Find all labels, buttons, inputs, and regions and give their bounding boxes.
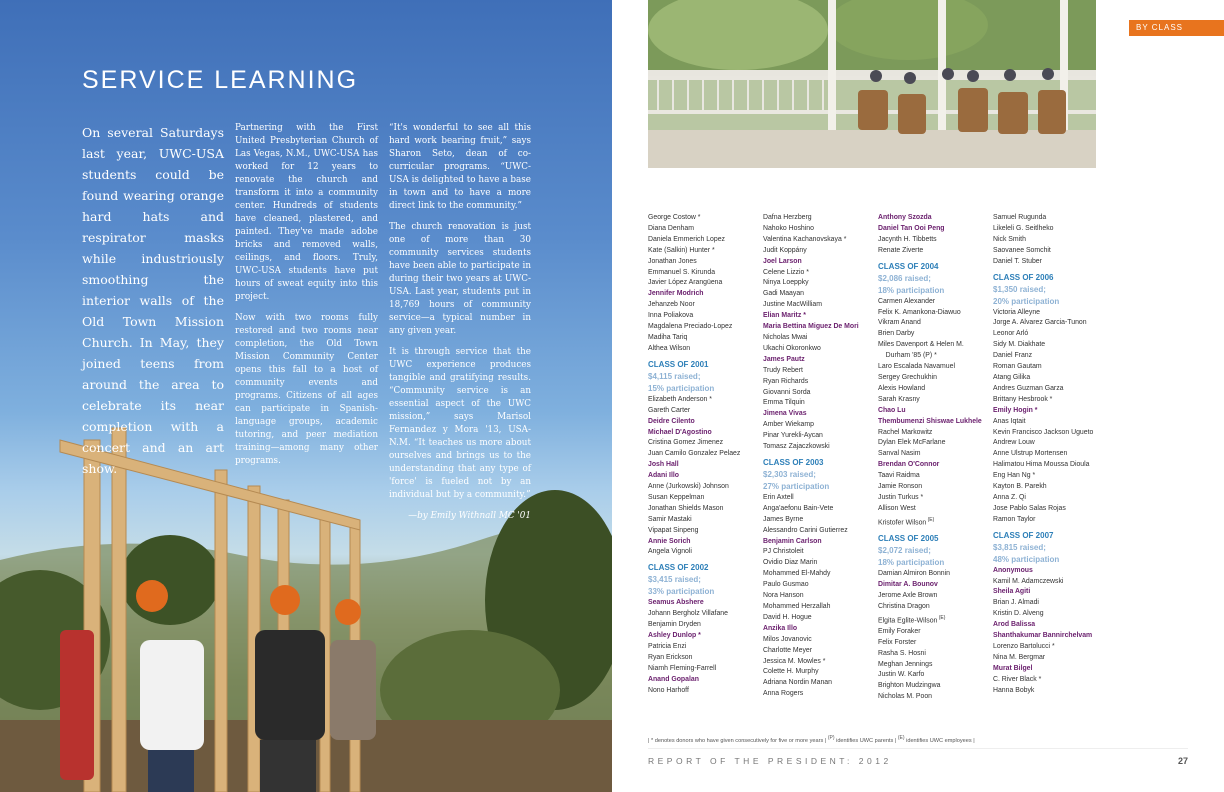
donor-name: Vipapat Sinpeng — [648, 526, 699, 534]
class-heading: CLASS OF 2003 — [763, 457, 824, 467]
donor-name: Victoria Alleyne — [993, 308, 1040, 316]
donor-name: Renate Ziverte — [878, 246, 924, 254]
donor-name: James Pautz — [763, 355, 805, 363]
donor-name: Paulo Gusmao — [763, 581, 809, 589]
donor-name: Giovanni Sorda — [763, 388, 811, 396]
donor-name: Anand Gopalan — [648, 675, 699, 683]
donor-name: Nono Harhoff — [648, 686, 689, 694]
donor-name: Mohammed Herzallah — [763, 603, 831, 610]
donor-name: Kevin Francisco Jackson Ugueto — [993, 428, 1094, 436]
donor-list — [993, 308, 1105, 526]
donor-name: Nahoko Hoshino — [763, 224, 814, 232]
donor-name: PJ Christoleit — [763, 548, 804, 556]
donor-name: James Byrne — [763, 515, 804, 523]
donor-list — [648, 395, 760, 559]
donor-name: Vikram Anand — [878, 319, 921, 327]
donor-name: Benjamin Carlson — [763, 537, 822, 545]
donor-name: Justin Turkus * — [878, 493, 924, 501]
footnote-e-marker: (E) — [897, 735, 905, 741]
donor-name: Elgita Eglite-Wilson $^{(E)}$ — [878, 614, 946, 624]
class-raised: $1,350 raised; — [993, 284, 1046, 294]
article-paragraph: It is through service that the UWC experience produces tangible and gratifying results. “Community service is an essential aspect of the UWC mission,” says Marisol Fernandez y Mora '13, USA-N.M. “It teaches us more about ourselves and brings us to the understanding that any type of 'force' is fueled not by an individual but by a community.” — [389, 347, 531, 500]
donor-name: David H. Hogue — [763, 613, 812, 621]
porch-photo — [648, 0, 1096, 168]
donor-name: Mohammed El-Mahdy — [763, 570, 831, 578]
donor-list — [878, 569, 990, 703]
donor-name: Anga'aefonu Bain-Vete — [763, 504, 834, 512]
donor-name: Pinar Yurekli-Aycan — [763, 432, 823, 440]
donor-name: Susan Keppelman — [648, 493, 705, 501]
donor-name: Emma Tilquin — [763, 399, 805, 407]
donor-name: Anonymous — [993, 566, 1033, 574]
donor-name: Eng Han Ng * — [993, 472, 1036, 480]
page-title: SERVICE LEARNING — [82, 66, 359, 94]
donor-name: Taavi Raidma — [878, 472, 920, 480]
article-paragraph: Partnering with the First United Presbyterian Church of Las Vegas, N.M., UWC-USA has worked for 12 years to renovate the church and transform it into a community center. Hundreds of students have cleaned, plastered, and painted. They've made adobe bricks and removed walls, ceilings, and floors. Truly, UWC-USA students have put hours of sweat equity into this project. — [235, 123, 378, 302]
article-paragraph: The church renovation is just one of more than 30 community services students have been able to participate in during their two years at UWC-USA. Last year, students put in 18,769 hours of community service—a typical number in any given year. — [389, 222, 531, 336]
page-number: 27 — [1177, 756, 1188, 766]
donor-list — [993, 213, 1105, 268]
donor-list — [878, 213, 990, 257]
donor-name: Nora Hanson — [763, 592, 804, 600]
donor-name: Madiha Tariq — [648, 333, 688, 341]
donor-name: Magdalena Preciado-Lopez — [648, 323, 733, 331]
donor-name: Leonor Arló — [993, 330, 1029, 338]
donor-name: Annie Sorich — [648, 537, 691, 545]
footnote-consecutive: | * denotes donors who have given consecutively for five or more years | — [648, 737, 827, 744]
footnote-parents: identifies UWC parents | — [836, 737, 897, 744]
donor-name: Justine MacWilliam — [763, 301, 822, 309]
donor-name: Sanval Nasim — [878, 450, 921, 458]
right-page — [612, 0, 1224, 792]
donor-name: Justin W. Karfo — [878, 671, 925, 679]
footnote-employees: identifies UWC employees | — [906, 737, 975, 744]
lead-paragraph: On several Saturdays last year, UWC-USA students could be found wearing orange hard hats and respirator masks while industriously smoothing the interior walls of the Old Town Mission Church. In May, they joined teens from around the area to celebrate its near completion with a concert and an art show. — [82, 125, 224, 476]
donor-name: Jamie Ronson — [878, 483, 923, 491]
donor-name: Ryan Richards — [763, 377, 809, 385]
donor-name: Hanna Bobyk — [993, 686, 1035, 694]
donor-name: Miles Davenport & Helen M. — [878, 341, 964, 349]
donor-name: Nicholas Mwai — [763, 333, 808, 341]
donor-name: Cristina Gomez Jimenez — [648, 439, 724, 447]
donor-list — [763, 213, 875, 453]
donor-name: Rasha S. Hosni — [878, 649, 926, 657]
donor-name: Jennifer Modrich — [648, 290, 704, 298]
class-raised: $3,415 raised; — [648, 575, 701, 585]
class-participation: 27% participation — [763, 481, 830, 491]
donor-list — [648, 213, 760, 355]
donor-name: Alessandro Carini Gutierrez — [763, 526, 848, 534]
donor-name: Anthony Szozda — [878, 214, 932, 221]
donor-name: Dafna Herzberg — [763, 214, 812, 221]
donor-name: Trudy Rebert — [763, 366, 803, 374]
donor-name: Deidre Cilento — [648, 417, 695, 425]
donor-name: Roman Gautam — [993, 363, 1042, 371]
donor-name: Saovanee Somchit — [993, 246, 1051, 254]
class-participation: 18% participation — [878, 557, 945, 567]
class-heading: CLASS OF 2005 — [878, 533, 939, 543]
donor-name: Arod Balissa — [993, 621, 1036, 629]
donor-name: Ryan Erickson — [648, 653, 693, 661]
donor-name: Emmanuel S. Kirunda — [648, 268, 716, 276]
class-heading: CLASS OF 2004 — [878, 261, 939, 271]
donor-list — [648, 598, 760, 696]
donor-name: George Costow * — [648, 214, 701, 221]
donor-name: Johann Bergholz Villafane — [648, 610, 728, 618]
donor-name: Jimena Vivas — [763, 410, 807, 418]
donor-marker: (E) — [926, 516, 935, 523]
donor-name: Jonathan Shields Mason — [648, 504, 724, 512]
donor-name: Colette H. Murphy — [763, 668, 819, 676]
donor-name: Gadi Maayan — [763, 290, 804, 298]
donor-column-4 — [993, 213, 1105, 697]
donor-name: Emily Foraker — [878, 627, 921, 635]
donor-name: Thembumenzi Shiswae Lukhele — [878, 417, 982, 425]
donor-name: Ashley Dunlop * — [648, 632, 701, 640]
donor-name: Angela Vignoli — [648, 548, 692, 556]
donor-name: Althea Wilson — [648, 344, 691, 352]
class-raised: $2,086 raised; — [878, 273, 931, 283]
donor-name: Ovidio Diaz Marin — [763, 559, 818, 567]
donor-name: Jehanzeb Noor — [648, 301, 695, 309]
donor-list — [763, 493, 875, 700]
article-paragraph: “It's wonderful to see all this hard work bearing fruit,” says Sharon Seto, dean of co-curricular programs. “UWC-USA is delighted to have a base in town and to have a more direct link to the community.” — [389, 123, 531, 211]
donor-name: Anna Rogers — [763, 690, 804, 698]
donor-name: Benjamin Dryden — [648, 621, 701, 629]
class-participation: 18% participation — [878, 285, 945, 295]
donor-name: Chao Lu — [878, 406, 906, 414]
donor-name: Juan Camilo Gonzalez Pelaez — [648, 450, 741, 458]
donor-name: Elizabeth Anderson * — [648, 395, 712, 403]
donor-name: Halimatou Hima Moussa Dioula — [993, 461, 1090, 469]
donor-name: Samuel Rugunda — [993, 214, 1047, 221]
donor-name: Sergey Grechukhin — [878, 373, 937, 381]
donor-name: Adriana Nordin Manan — [763, 679, 832, 687]
donor-name: Daniel T. Stuber — [993, 257, 1042, 265]
donor-name: Jerome Axle Brown — [878, 591, 938, 599]
donor-name: Laro Escalada Navamuel — [878, 363, 955, 371]
donor-name: Anas Iqtait — [993, 417, 1026, 425]
donor-name: Samir Mastaki — [648, 515, 692, 523]
class-raised: $2,303 raised; — [763, 469, 816, 479]
donor-name: Nicholas M. Poon — [878, 693, 933, 701]
donor-name: Adani Illo — [648, 472, 680, 480]
donor-column-2 — [763, 213, 875, 700]
donor-name: Murat Bilgel — [993, 664, 1033, 672]
donor-name: Brighton Mudzingwa — [878, 682, 941, 690]
donor-name: Jonathan Jones — [648, 257, 697, 265]
donor-name: Meghan Jennings — [878, 660, 933, 668]
donor-name: Ramon Taylor — [993, 515, 1036, 523]
donor-name: Daniel Tan Ooi Peng — [878, 224, 945, 232]
donor-name: Ukachi Okoronkwo — [763, 344, 821, 352]
donor-name: Sheila Agiti — [993, 588, 1031, 596]
donor-name: Niamh Fleming-Farrell — [648, 664, 717, 672]
donor-marker: (E) — [937, 614, 946, 621]
donor-name: Lorenzo Bartolucci * — [993, 643, 1055, 650]
footnote-p-marker: (P) — [827, 735, 835, 741]
donor-name: Dimitar A. Bounov — [878, 580, 938, 588]
donor-name: Josh Hall — [648, 461, 679, 469]
donor-name: Seamus Abshere — [648, 599, 704, 607]
donor-name: Tomasz Zajaczkowski — [763, 443, 830, 451]
donor-name: Brien Darby — [878, 330, 915, 338]
donor-name: Daniela Emmerich Lopez — [648, 235, 725, 243]
section-tab: BY CLASS — [1129, 20, 1224, 36]
donor-name: Maria Bettina Miguez De Mori — [763, 323, 859, 331]
donor-name: Andres Guzman Garza — [993, 384, 1064, 392]
donor-column-1 — [648, 213, 760, 697]
donor-name: Dylan Elek McFarlane — [878, 439, 946, 447]
donor-name: Anne (Jurkowski) Johnson — [648, 483, 729, 491]
class-raised: $4,115 raised; — [648, 371, 701, 381]
donor-name: Likeleli G. Seitlheko — [993, 224, 1054, 232]
donor-name: Sarah Krasny — [878, 395, 920, 403]
donor-name: Kamil M. Adamczewski — [993, 577, 1064, 585]
byline: —by Emily Withnall MC '01 — [408, 511, 531, 521]
donor-name: Kristofer Wilson $^{(E)}$ — [878, 516, 935, 527]
donor-name: Inna Poliakova — [648, 312, 694, 320]
class-participation: 48% participation — [993, 554, 1060, 564]
class-heading: CLASS OF 2007 — [993, 530, 1054, 540]
donor-name: Gareth Carter — [648, 406, 691, 414]
donor-name: Christina Dragon — [878, 602, 930, 610]
donor-name: Shanthakumar Bannirchelvam — [993, 632, 1093, 640]
donor-name: Kayton B. Parekh — [993, 483, 1047, 491]
donor-name: Brian J. Almadi — [993, 599, 1039, 607]
class-raised: $2,072 raised; — [878, 545, 931, 555]
donor-list — [878, 297, 990, 529]
donor-name: Jose Pablo Salas Rojas — [993, 504, 1066, 512]
class-heading: CLASS OF 2006 — [993, 272, 1054, 282]
article-paragraph: Now with two rooms fully restored and two rooms near completion, the Old Town Mission Community Center opens this fall to a host of community events and programs. Citizens of all ages can participate in Spanish-language groups, academic tutoring, and peer mediation training—among many other programs. — [235, 313, 378, 466]
footnote — [648, 735, 975, 744]
donor-name: Felix Forster — [878, 638, 917, 646]
donor-name: Diana Denham — [648, 224, 694, 232]
donor-name: Felix K. Amankona-Diawuo — [878, 308, 961, 316]
donor-name: Kate (Salkin) Hunter * — [648, 246, 715, 254]
donor-name: Jorge A. Alvarez Garcia-Tunon — [993, 319, 1087, 327]
donor-name: Anne Ulstrup Mortensen — [993, 450, 1068, 458]
class-participation: 15% participation — [648, 383, 715, 393]
donor-name: Rachel Markowitz — [878, 428, 933, 436]
donor-name: C. River Black * — [993, 675, 1042, 683]
class-participation: 33% participation — [648, 587, 715, 597]
donor-name: Allison West — [878, 504, 916, 512]
donor-name: Nick Smith — [993, 235, 1026, 243]
donor-name: Milos Jovanovic — [763, 635, 812, 643]
donor-name: Amber Wiekamp — [763, 421, 814, 429]
donor-name: Sidy M. Diakhate — [993, 341, 1046, 349]
donor-name: Patricia Enzi — [648, 643, 687, 650]
donor-name: Daniel Franz — [993, 352, 1033, 360]
donor-name: Damian Almiron Bonnin — [878, 569, 951, 577]
class-heading: CLASS OF 2002 — [648, 563, 709, 573]
class-raised: $3,815 raised; — [993, 542, 1046, 552]
donor-list — [993, 566, 1105, 697]
donor-name: Atang Gilika — [993, 373, 1031, 381]
footer-title: REPORT OF THE PRESIDENT: 2012 — [648, 756, 892, 766]
donor-name: Anna Z. Qi — [993, 493, 1026, 501]
donor-name: Judit Koppány — [763, 246, 807, 254]
donor-name: Brendan O'Connor — [878, 461, 940, 469]
donor-name: Michael D'Agostino — [648, 428, 712, 436]
donor-name: Jessica M. Mowles * — [763, 657, 826, 665]
footer-rule — [648, 748, 1188, 749]
donor-name: Emily Hogin * — [993, 406, 1038, 414]
donor-name: Kristin D. Alveng — [993, 610, 1044, 618]
donor-name: Alexis Howland — [878, 384, 926, 392]
donor-name: Carmen Alexander — [878, 297, 936, 305]
donor-name: Andrew Louw — [993, 439, 1035, 447]
donor-name: Ninya Loeppky — [763, 279, 809, 287]
class-heading: CLASS OF 2001 — [648, 359, 709, 369]
donor-name: Anzika Illo — [763, 624, 798, 632]
donor-column-3 — [878, 213, 990, 703]
donor-name: Jacynth H. Tibbetts — [878, 235, 937, 243]
donor-name: Javier López Arangüena — [648, 279, 723, 287]
donor-name: Celene Lizzio * — [763, 268, 809, 276]
donor-name: Nina M. Bergmar — [993, 653, 1046, 661]
article-column-3 — [389, 122, 531, 531]
donor-name: Brittany Hesbrook * — [993, 395, 1053, 403]
donor-name: Valentina Kachanovskaya * — [763, 235, 847, 243]
donor-name: Joel Larson — [763, 257, 802, 265]
donor-name: Elian Maritz * — [763, 312, 806, 320]
donor-name: Charlotte Meyer — [763, 646, 813, 654]
donor-name: Durham '85 (P) * — [878, 352, 937, 360]
class-participation: 20% participation — [993, 296, 1060, 306]
article-column-2 — [235, 122, 378, 476]
donor-name: Erin Axtell — [763, 493, 794, 501]
